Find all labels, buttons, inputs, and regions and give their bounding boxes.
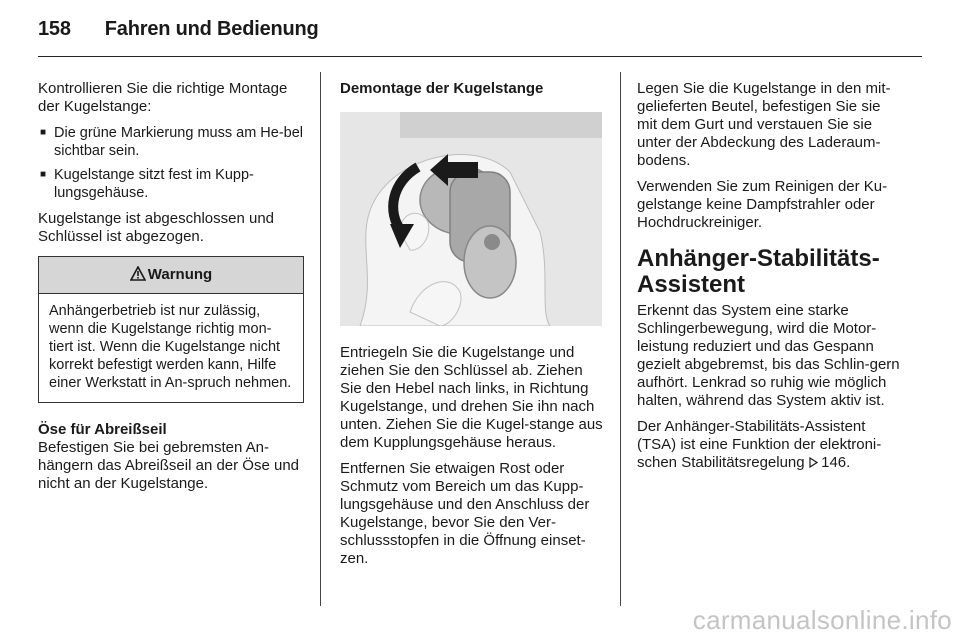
chapter-title: Fahren und Bedienung (104, 18, 319, 40)
cleaning-note: Verwenden Sie zum Reinigen der Ku-gelstange keine Dampfstrahler oder Hochdruckreiniger. (637, 178, 888, 231)
section-text: Befestigen Sie bei gebremsten An-hängern das Abreißseil an der Öse und nicht an der Kugelstange. (38, 439, 299, 492)
list-item: ■ Kugelstange sitzt fest im Kupp-lungsgehäuse. (38, 166, 304, 202)
warning-box (38, 256, 304, 403)
removal-text: Entriegeln Sie die Kugelstange und ziehen Sie den Schlüssel ab. Ziehen Sie den Hebel nach links, in Richtung Kugelstange, und drehen Sie ihn nach unten. Ziehen Sie die Kugel-stange aus dem Kupplungsgehäuse heraus. (340, 344, 603, 451)
page-header (38, 18, 319, 41)
tsa-note (637, 418, 903, 472)
warning-triangle-icon (130, 257, 146, 293)
column-divider-2 (620, 72, 621, 606)
list-item: ■ Die grüne Markierung muss am He-bel sichtbar sein. (38, 124, 304, 160)
page-reference-link[interactable]: 146. (821, 454, 851, 471)
tsa-description: Erkennt das System eine starke Schlingerbewegung, wird die Motor-leistung reduziert und das Gespann gezielt abgebremst, bis das Schlin-gern aufhört. Lenkrad so ruhig wie möglich halten, während das System aktiv ist. (637, 302, 900, 409)
section-title: Anhänger-Stabilitäts-Assistent (637, 245, 880, 298)
cleaning-text: Entfernen Sie etwaigen Rost oder Schmutz vom Bereich um das Kupp-lungsgehäuse und den Anschluss der Kugelstange, bevor Sie den Ver-schlussstopfen in die Öffnung einset-zen. (340, 460, 590, 567)
warning-text: Anhängerbetrieb ist nur zulässig, wenn die Kugelstange richtig mon-tiert ist. Wenn die Kugelstange nicht korrekt befestigt werden kann, Hilfe einer Werkstatt in An-spruch nehmen. (49, 303, 292, 391)
header-rule (38, 56, 922, 57)
tsa-note-text: Der Anhänger-Stabilitäts-Assistent (TSA) ist eine Funktion der elektroni-schen Stabilitätsregelung (637, 418, 882, 471)
column-divider-1 (320, 72, 321, 606)
section-heading: Demontage der Kugelstange (340, 80, 544, 97)
watermark: carmanualsonline.info (692, 605, 952, 635)
towbar-illustration (340, 112, 602, 326)
warning-title: Warnung (147, 266, 213, 283)
intro-text: Kontrollieren Sie die richtige Montage der Kugelstange: (38, 80, 288, 115)
page-number: 158 (38, 18, 71, 40)
column-1 (38, 80, 304, 501)
section-heading: Öse für Abreißseil (38, 421, 167, 438)
storage-text: Legen Sie die Kugelstange in den mit-gelieferten Beutel, befestigen Sie sie mit dem Gurt und verstauen Sie sie unter der Abdeckung des Laderaum-bodens. (637, 80, 891, 169)
warning-header (39, 257, 303, 294)
column-2 (340, 80, 606, 576)
locked-text: Kugelstange ist abgeschlossen und Schlüssel ist abgezogen. (38, 210, 275, 245)
check-list (38, 124, 304, 202)
column-3 (637, 80, 903, 480)
page-reference-arrow-icon (809, 456, 821, 470)
